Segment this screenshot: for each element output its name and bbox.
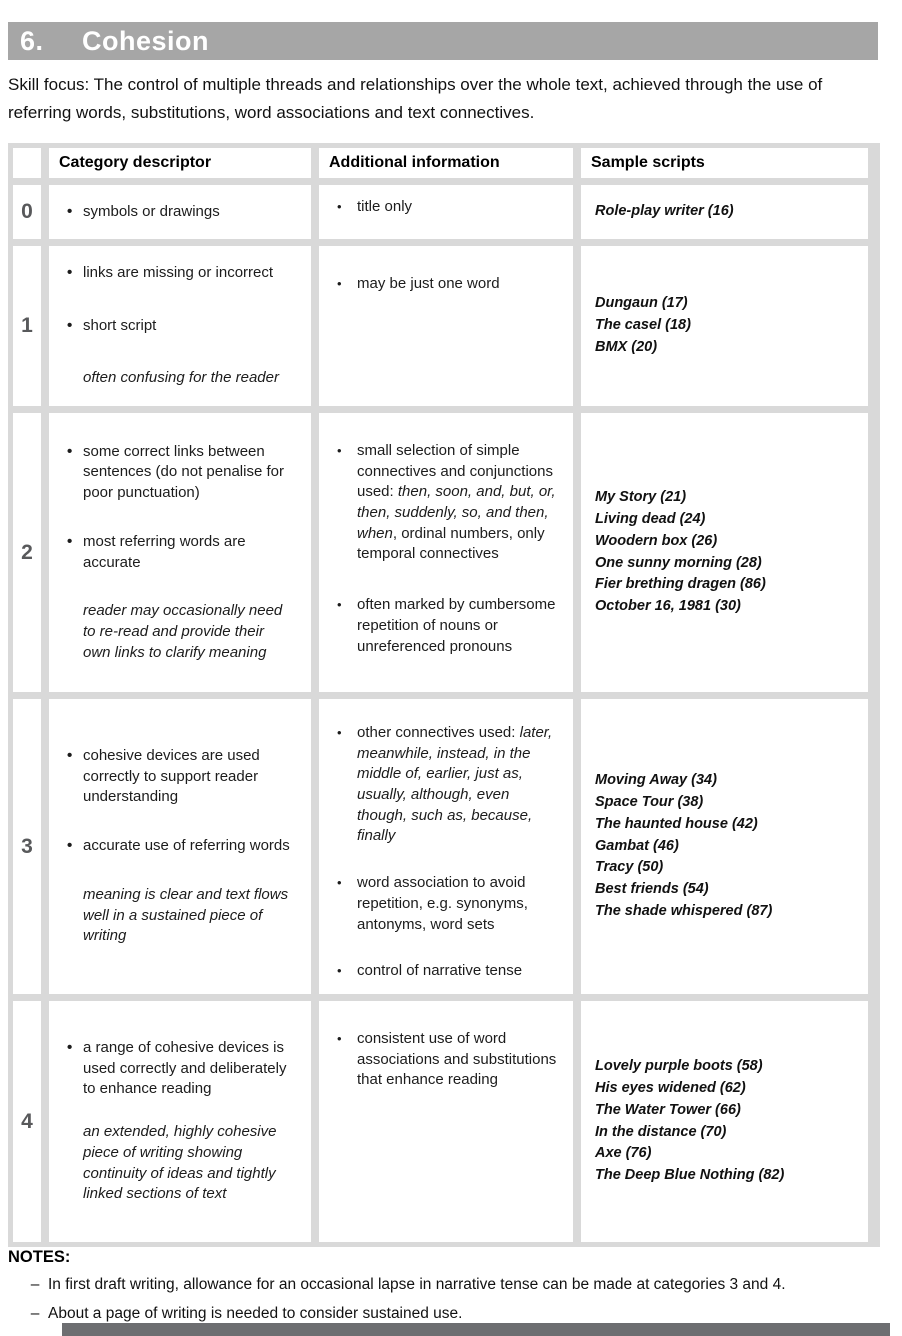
bullet-icon: • xyxy=(337,1031,342,1046)
bullet-item: • other connectives used: later, meanwhile, instead, in the middle of, earlier, just as, usually, although, even though, such as, because, finally xyxy=(337,724,553,845)
sample-script-line: The Deep Blue Nothing (82) xyxy=(595,1167,785,1183)
bullet-icon: • xyxy=(67,837,73,855)
italic-note: often confusing for the reader xyxy=(83,369,279,387)
bullet-item: • most referring words are accurate xyxy=(67,532,246,571)
bullet-item: • a range of cohesive devices is used correctly and deliberately to enhance reading xyxy=(67,1039,287,1098)
level-number: 2 xyxy=(13,413,41,692)
bullet-icon: • xyxy=(67,1039,73,1057)
category-cell xyxy=(49,246,311,406)
section-number: 6. xyxy=(20,25,44,56)
rubric-table xyxy=(8,143,880,1247)
italic-note: reader may occasionally need to re-read and provide their own links to clarify meaning xyxy=(83,602,283,661)
bullet-icon: • xyxy=(67,316,73,334)
header-level-cell xyxy=(13,148,41,178)
sample-script-line: Space Tour (38) xyxy=(595,794,704,811)
notes-heading: NOTES: xyxy=(8,1248,71,1266)
dash-icon: – xyxy=(30,1305,40,1323)
sample-script-line: Axe (76) xyxy=(595,1145,652,1162)
sample-script-line: The Water Tower (66) xyxy=(595,1101,741,1118)
bullet-icon: • xyxy=(337,276,342,291)
bullet-icon: • xyxy=(67,442,73,460)
sample-script-line: Living dead (24) xyxy=(595,511,706,527)
category-cell xyxy=(49,699,311,994)
category-cell xyxy=(49,1001,311,1242)
sample-script-line: The haunted house (42) xyxy=(595,815,758,832)
notes-section xyxy=(8,1248,892,1326)
bullet-item: • cohesive devices are used correctly to support reader understanding xyxy=(67,747,260,806)
sample-script-line: BMX (20) xyxy=(595,338,658,355)
bullet-item: • symbols or drawings xyxy=(63,202,295,223)
note-text: In first draft writing, allowance for an occasional lapse in narrative tense can be made at categories 3 and 4. xyxy=(48,1276,786,1293)
italic-note: meaning is clear and text flows well in a sustained piece of writing xyxy=(83,885,289,945)
level-number: 3 xyxy=(13,699,41,994)
bullet-icon: • xyxy=(337,597,342,613)
samples-cell xyxy=(581,699,868,994)
bullet-item: • short script xyxy=(63,316,295,337)
bullet-item: • links are missing or incorrect xyxy=(63,263,295,284)
bullet-item: • often marked by cumbersome repetition of nouns or unreferenced pronouns xyxy=(337,596,556,655)
sample-script-line: One sunny morning (28) xyxy=(595,554,762,571)
note-item xyxy=(8,1274,892,1296)
bullet-item: • word association to avoid repetition, e.g. synonyms, antonyms, word sets xyxy=(337,874,528,933)
level-number: 0 xyxy=(13,185,41,239)
additional-cell xyxy=(319,413,573,692)
level-number: 1 xyxy=(13,246,41,406)
bullet-icon: • xyxy=(67,202,73,220)
additional-cell xyxy=(319,185,573,239)
sample-script-line: His eyes widened (62) xyxy=(595,1080,746,1096)
column-header-additional: Additional information xyxy=(319,148,573,178)
sample-script-line: Lovely purple boots (58) xyxy=(595,1058,763,1075)
sample-script-line: The shade whispered (87) xyxy=(595,902,773,919)
section-title: Cohesion xyxy=(82,25,210,56)
bullet-item: • control of narrative tense xyxy=(337,962,523,980)
sample-script-line: October 16, 1981 (30) xyxy=(595,598,741,614)
samples-cell xyxy=(581,185,868,239)
sample-script-line: Tracy (50) xyxy=(595,859,664,876)
bullet-item: • title only xyxy=(337,197,413,215)
sample-script-line: Moving Away (34) xyxy=(595,772,717,789)
level-number: 4 xyxy=(13,1001,41,1242)
sample-script-line: Role-play writer (16) xyxy=(595,203,734,220)
bullet-item: • may be just one word xyxy=(337,275,500,292)
bullet-icon: • xyxy=(67,263,73,281)
bullet-item: • accurate use of referring words xyxy=(63,836,295,857)
bullet-icon: • xyxy=(67,747,73,765)
bullet-icon: • xyxy=(337,443,342,458)
category-cell xyxy=(49,185,311,239)
sample-script-line: Woodern box (26) xyxy=(595,532,718,549)
bullet-icon: • xyxy=(337,963,342,979)
next-section-bar xyxy=(62,1323,890,1336)
bullet-icon: • xyxy=(337,875,342,891)
bullet-item: • some correct links between sentences (do not penalise for poor punctuation) xyxy=(67,442,284,502)
column-header-category: Category descriptor xyxy=(49,148,311,178)
sample-script-line: Dungaun (17) xyxy=(595,295,688,312)
samples-cell xyxy=(581,1001,868,1242)
samples-cell xyxy=(581,246,868,406)
additional-cell xyxy=(319,246,573,406)
skill-focus-text: Skill focus: The control of multiple threads and relationships over the whole text, achieved through the use of referring words, substitutions, word associations and text connectives. xyxy=(8,75,823,122)
bullet-item: • small selection of simple connectives and conjunctions used: then, soon, and, but, or, then, suddenly, so, and then, when, ordinal numbers, only temporal connectives xyxy=(337,442,556,563)
sample-script-line: In the distance (70) xyxy=(595,1123,727,1140)
additional-cell xyxy=(319,1001,573,1242)
sample-script-line: My Story (21) xyxy=(595,489,687,506)
sample-script-line: Gambat (46) xyxy=(595,837,679,854)
italic-note: an extended, highly cohesive piece of writing showing continuity of ideas and tightly linked sections of text xyxy=(83,1123,277,1203)
bullet-icon: • xyxy=(67,532,73,550)
bullet-item: • consistent use of word associations and substitutions that enhance reading xyxy=(337,1030,557,1089)
dash-icon: – xyxy=(30,1276,40,1293)
sample-script-line: Fier brething dragen (86) xyxy=(595,576,766,593)
sample-script-line: The casel (18) xyxy=(595,317,691,334)
section-header xyxy=(8,22,878,60)
note-text: About a page of writing is needed to consider sustained use. xyxy=(48,1305,463,1323)
category-cell xyxy=(49,413,311,692)
column-header-samples: Sample scripts xyxy=(581,148,868,178)
bullet-icon: • xyxy=(337,198,342,214)
bullet-icon: • xyxy=(337,725,342,740)
sample-script-line: Best friends (54) xyxy=(595,881,709,898)
samples-cell xyxy=(581,413,868,692)
additional-cell xyxy=(319,699,573,994)
